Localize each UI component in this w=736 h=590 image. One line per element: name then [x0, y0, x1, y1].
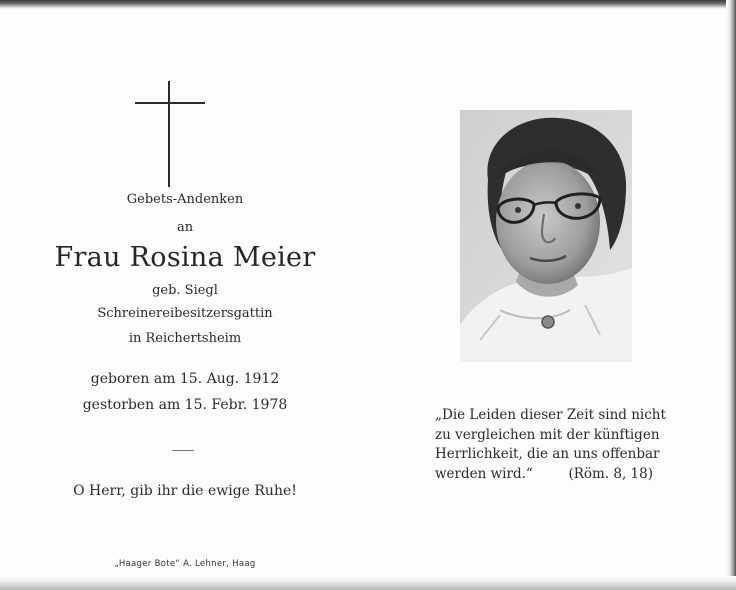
occupation: Schreinereibesitzersgattin [97, 306, 273, 321]
cross-icon [135, 81, 205, 189]
birth-date: geboren am 15. Aug. 1912 [90, 371, 280, 387]
scan-edge-bottom [0, 576, 736, 590]
bible-quote [435, 406, 665, 484]
portrait-photo [460, 110, 632, 362]
residence: in Reichertsheim [128, 331, 242, 346]
quote-line: werden wird.“ [435, 465, 533, 482]
card-an: an [176, 220, 194, 235]
quote-line: „Die Leiden dieser Zeit sind nicht [435, 407, 666, 423]
printer-imprint: „Haager Bote“ A. Lehner, Haag [114, 559, 256, 569]
death-date: gestorben am 15. Febr. 1978 [82, 397, 288, 413]
deceased-name: Frau Rosina Meier [54, 242, 316, 273]
scan-edge-right [726, 0, 736, 590]
memorial-card [0, 9, 726, 576]
separator-dash [172, 450, 194, 451]
quote-reference: (Röm. 8, 18) [568, 465, 653, 482]
maiden-name: geb. Siegl [152, 283, 218, 298]
card-heading: Gebets-Andenken [126, 192, 244, 207]
quote-line: Herrlichkeit, die an uns offenbar [435, 446, 660, 462]
scan-edge-top [0, 0, 736, 9]
prayer-line: O Herr, gib ihr die ewige Ruhe! [73, 483, 297, 499]
quote-line: zu vergleichen mit der künftigen [435, 426, 660, 443]
